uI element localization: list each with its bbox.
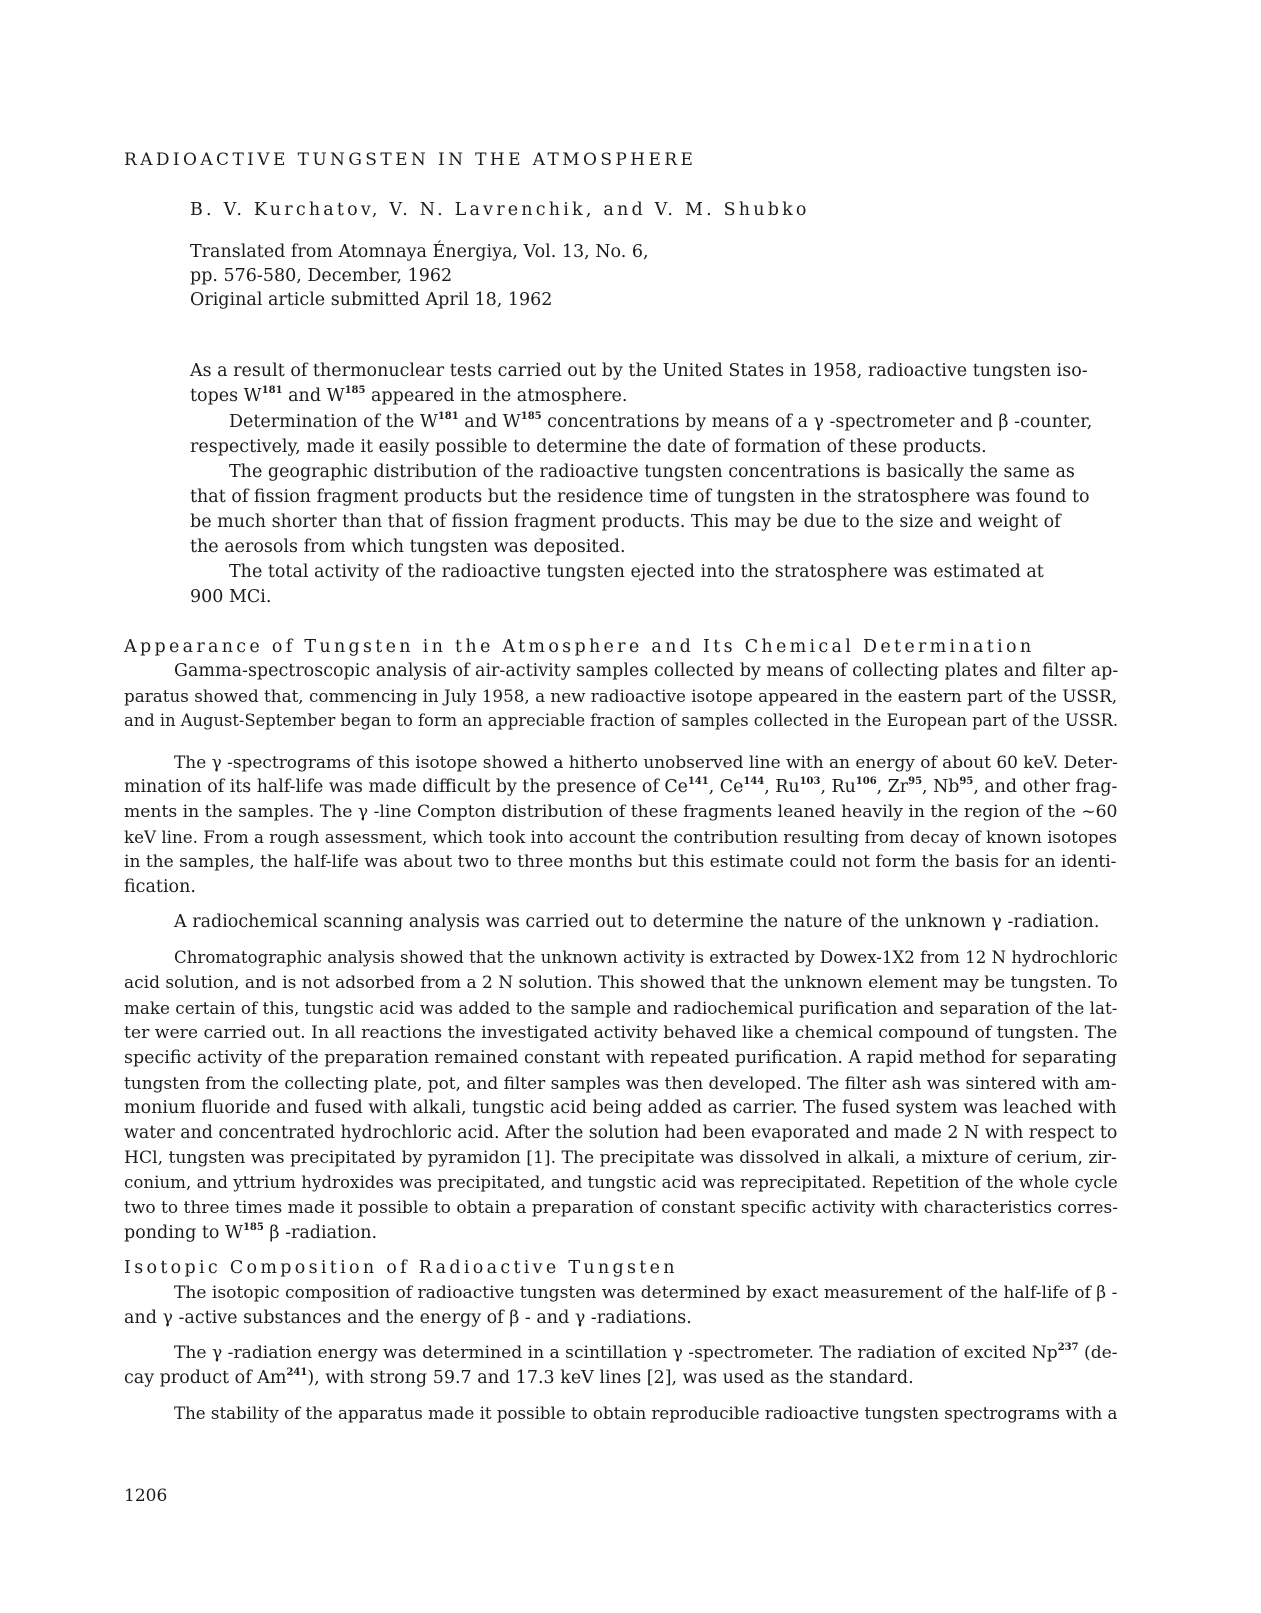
abstract-line: 900 MCi. — [190, 587, 272, 607]
article-title: RADIOACTIVE TUNGSTEN IN THE ATMOSPHERE — [124, 150, 697, 170]
text-line: and in August-September began to form an appreciable fraction of samples collected in the European part of the USSR. — [124, 711, 1119, 730]
text-line: tungsten from the collecting plate, pot, and filter samples was then developed. The filter ash was sintered with am- — [124, 1073, 1117, 1093]
abstract-line: Determination of the $W^{181}$ and $W^{185}$ concentrations by means of a γ -spectrometer and β -counter, — [229, 411, 1093, 432]
text-line: The γ -spectrograms of this isotope showed a hitherto unobserved line with an energy of about 60 keV. Deter- — [174, 752, 1118, 772]
text-line: acid solution, and is not adsorbed from a 2 N solution. This showed that the unknown element may be tungsten. To — [124, 973, 1118, 993]
text-line: ments in the samples. The γ -line Compton distribution of these fragments leaned heavily in the region of the ~60 — [124, 802, 1118, 822]
text-line: ter were carried out. In all reactions the investigated activity behaved like a chemical compound of tungsten. The — [124, 1023, 1118, 1043]
translation-source: Translated from Atomnaya Énergiya, Vol. 13, No. 6, — [190, 242, 649, 262]
text-line: monium fluoride and fused with alkali, tungstic acid being added as carrier. The fused system was leached with — [124, 1098, 1117, 1118]
abstract-line: As a result of thermonuclear tests carried out by the United States in 1958, radioactive tungsten iso- — [190, 361, 1088, 381]
text-line: The isotopic composition of radioactive tungsten was determined by exact measurement of the half-life of β - — [174, 1283, 1118, 1303]
text-line: HCl, tungsten was precipitated by pyramidon [1]. The precipitate was dissolved in alkali, a mixture of cerium, zir- — [124, 1148, 1117, 1168]
page-number: 1206 — [124, 1486, 168, 1506]
abstract-line: The geographic distribution of the radioactive tungsten concentrations is basically the same as — [229, 462, 1075, 482]
text-line: ponding to $W^{185}$ β -radiation. — [124, 1222, 378, 1243]
abstract-line: that of fission fragment products but the residence time of tungsten in the stratosphere was found to — [190, 487, 1090, 507]
text-line: cay product of Am$^{241}$), with strong 59.7 and 17.3 keV lines [2], was used as the standard. — [124, 1367, 914, 1388]
abstract-line: the aerosols from which tungsten was deposited. — [190, 537, 626, 557]
text-line: mination of its half-life was made difficult by the presence of Ce$^{141}$, Ce$^{144}$, Ru$^{103}$, Ru$^{106}$, Zr$^{95}$, Nb$^{95}$, and other frag- — [124, 776, 1118, 797]
text-line: and γ -active substances and the energy of β - and γ -radiations. — [124, 1308, 692, 1328]
text-line: paratus showed that, commencing in July 1958, a new radioactive isotope appeared in the eastern part of the USSR, — [124, 686, 1118, 706]
submission-date: Original article submitted April 18, 1962 — [190, 290, 553, 310]
text-line: in the samples, the half-life was about two to three months but this estimate could not form the basis for an identi- — [124, 852, 1117, 872]
text-line: Chromatographic analysis showed that the unknown activity is extracted by Dowex-1X2 from 12 N hydrochloric — [174, 948, 1118, 967]
abstract-line: respectively, made it easily possible to determine the date of formation of these products. — [190, 437, 987, 457]
abstract-line: be much shorter than that of fission fragment products. This may be due to the size and weight of — [190, 512, 1061, 532]
section-heading: Appearance of Tungsten in the Atmosphere and Its Chemical Determination — [124, 637, 1035, 657]
text-line: A radiochemical scanning analysis was carried out to determine the nature of the unknown γ -radiation. — [174, 912, 1100, 932]
text-line: make certain of this, tungstic acid was added to the sample and radiochemical purification and separation of the lat- — [124, 998, 1118, 1018]
text-line: fication. — [124, 877, 196, 897]
text-line: specific activity of the preparation remained constant with repeated purification. A rapid method for separating — [124, 1048, 1117, 1068]
text-line: Gamma-spectroscopic analysis of air-activity samples collected by means of collecting plates and filter ap- — [174, 661, 1119, 681]
text-line: keV line. From a rough assessment, which took into account the contribution resulting from decay of known isotopes — [124, 827, 1118, 847]
authors: B. V. Kurchatov, V. N. Lavrenchik, and V. M. Shubko — [190, 200, 810, 220]
text-line: two to three times made it possible to obtain a preparation of constant specific activity with characteristics corres- — [124, 1198, 1118, 1218]
abstract-line: topes $W^{181}$ and $W^{185}$ appeared in the atmosphere. — [190, 385, 628, 406]
section-heading: Isotopic Composition of Radioactive Tungsten — [124, 1258, 678, 1278]
text-line: conium, and yttrium hydroxides was precipitated, and tungstic acid was reprecipitated. Repetition of the whole cycle — [124, 1173, 1118, 1192]
text-line: water and concentrated hydrochloric acid. After the solution had been evaporated and made 2 N with respect to — [124, 1123, 1118, 1143]
text-line: The stability of the apparatus made it possible to obtain reproducible radioactive tungsten spectrograms with a — [174, 1404, 1118, 1423]
abstract-line: The total activity of the radioactive tungsten ejected into the stratosphere was estimated at — [229, 562, 1044, 582]
text-line: The γ -radiation energy was determined in a scintillation γ -spectrometer. The radiation of excited Np$^{237}$ (de- — [174, 1342, 1118, 1363]
translation-pages: pp. 576-580, December, 1962 — [190, 266, 453, 286]
